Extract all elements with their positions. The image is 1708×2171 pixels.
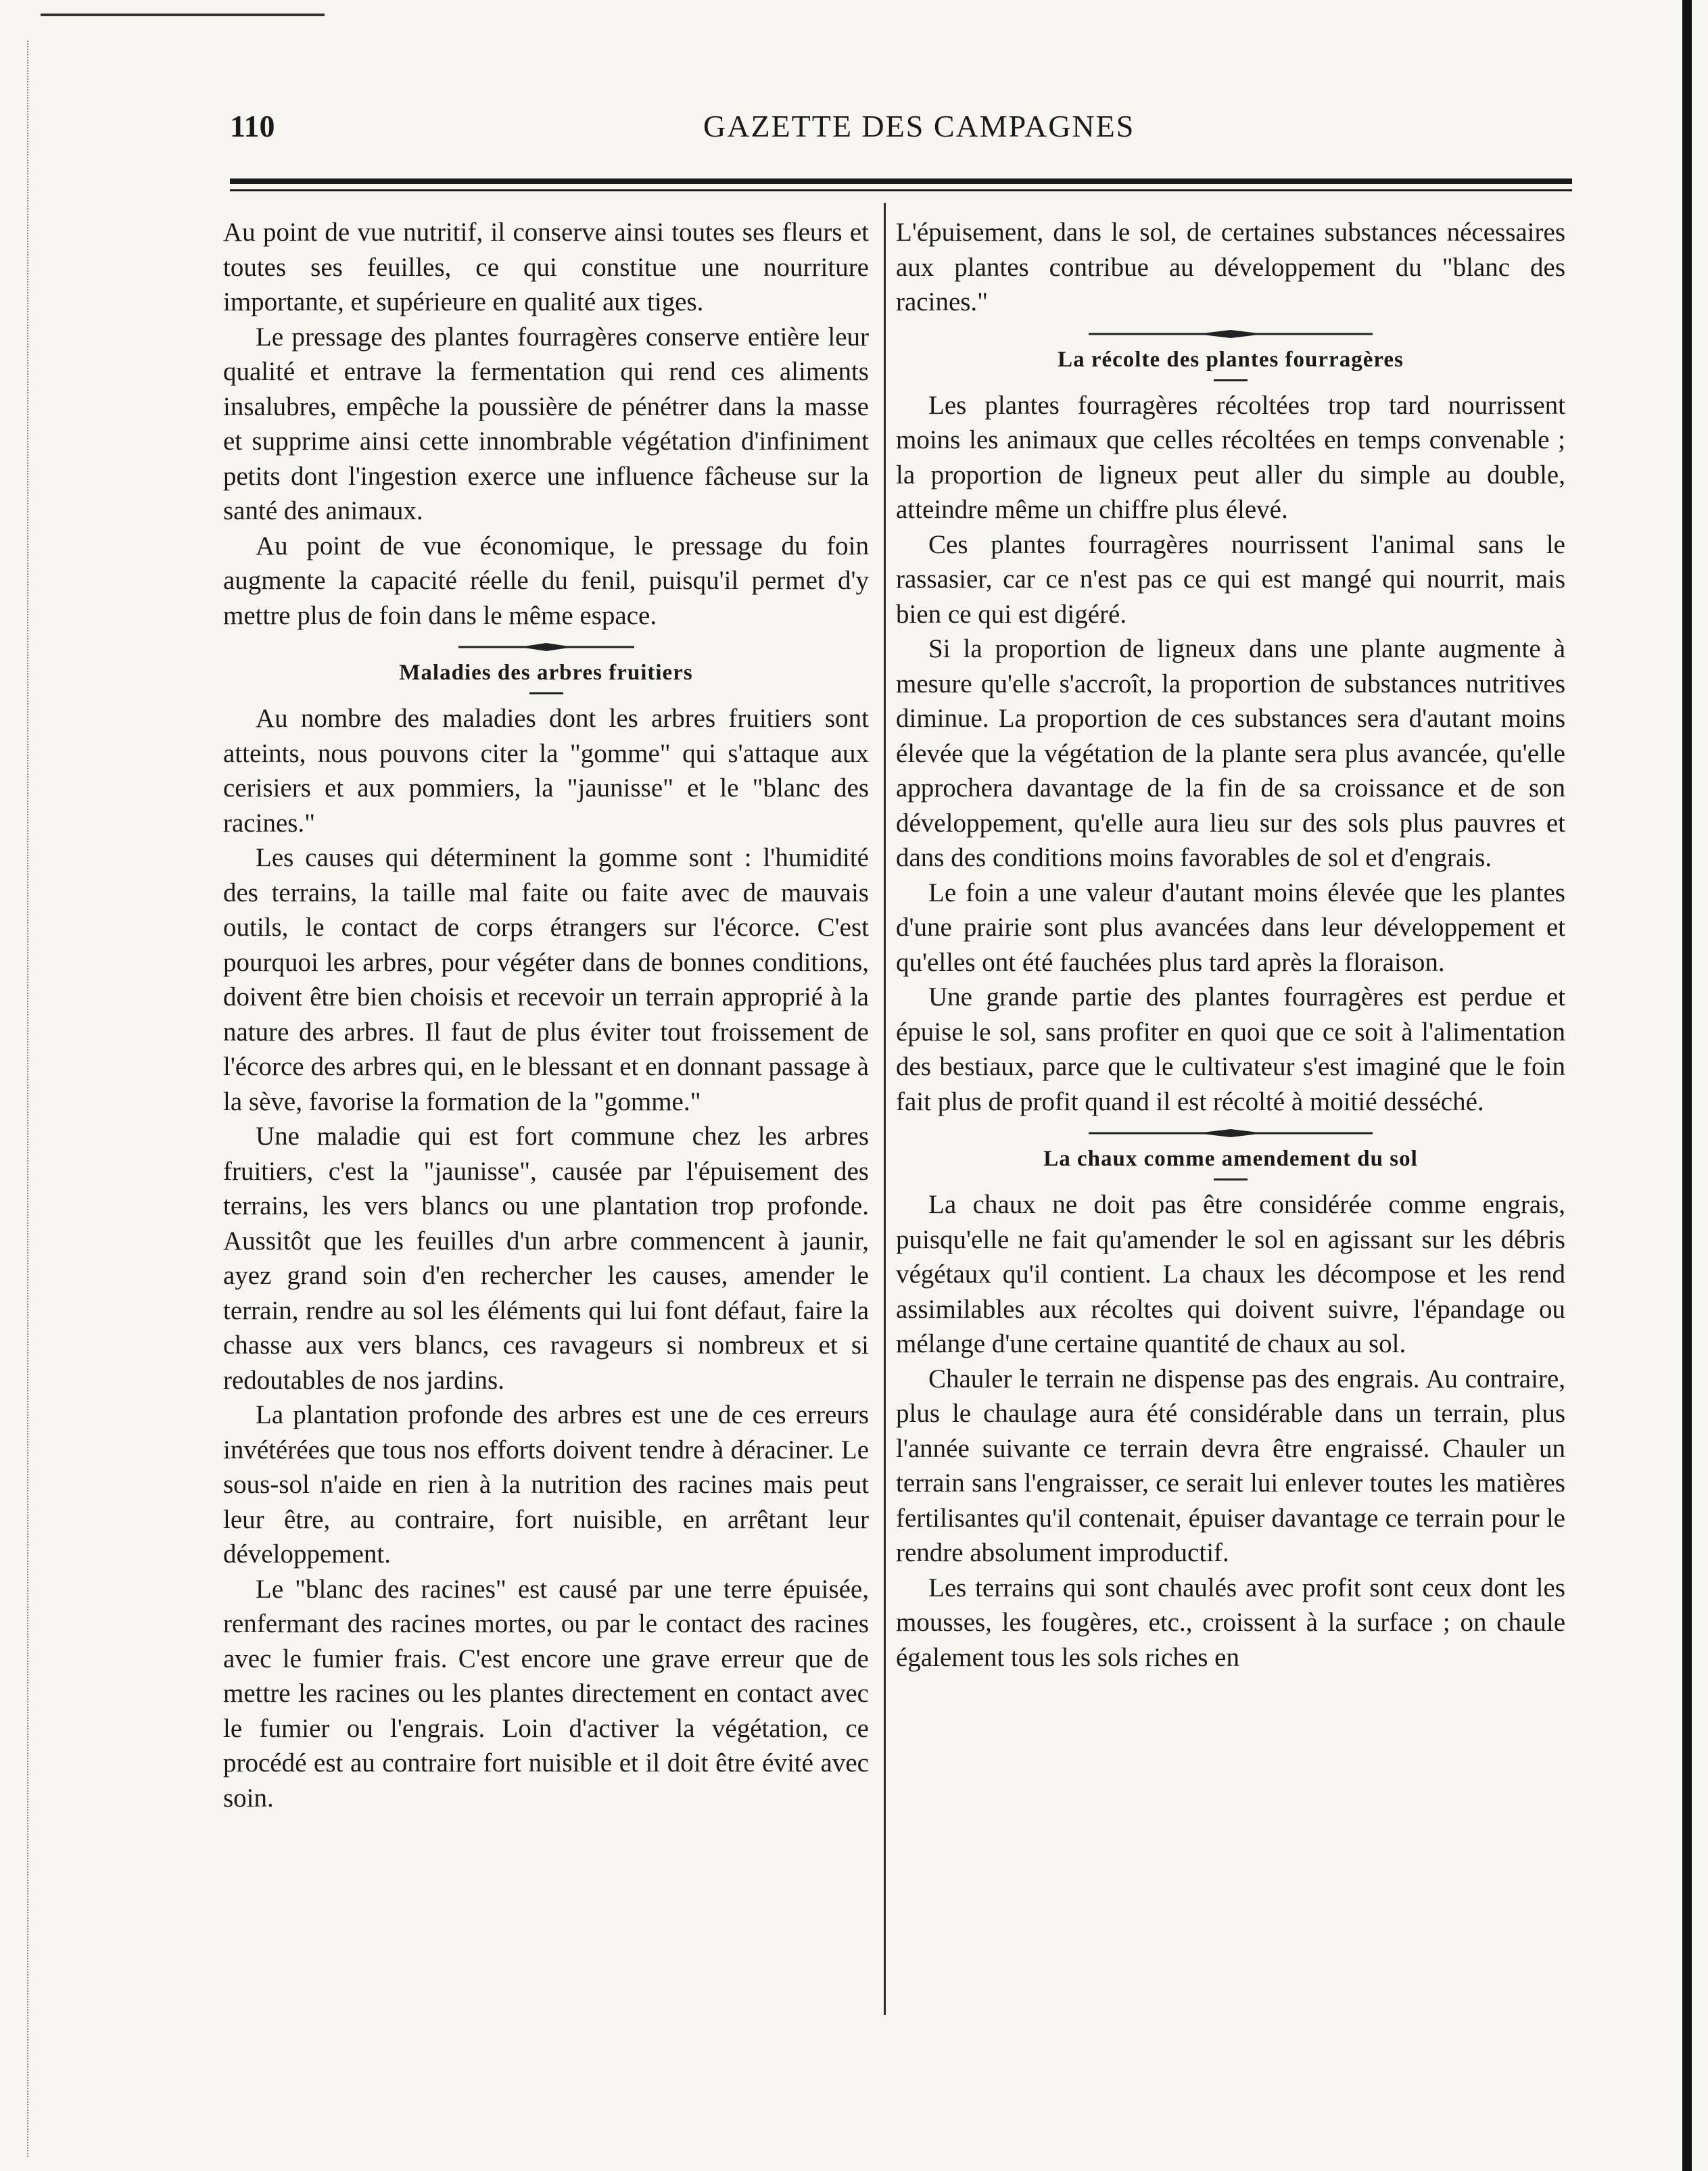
paragraph: La plantation profonde des arbres est une de ces erreurs invétérées que tous nos efforts doivent tendre à déraciner. Le sous-sol n'aide en rien à la nutrition des racines mais peut leur être, au contraire, fort nuisible, en arrêtant leur développement. bbox=[223, 1400, 869, 1569]
header-rule-thick bbox=[230, 178, 1572, 184]
paragraph: Si la proportion de ligneux dans une plante augmente à mesure qu'elle s'accroît, la proportion de substances nutritives diminue. La proportion de ces substances sera d'autant moins élevée que la végétation de la plante sera plus avancée, qu'elle approchera davantage de la fin de sa croissance et de son développement, qu'elle aura lieu sur des sols plus pauvres et dans des conditions moins favorables de sol et d'engrais. bbox=[896, 634, 1565, 872]
page-top-edge bbox=[41, 14, 325, 16]
paragraph: Le "blanc des racines" est causé par une terre épuisée, renfermant des racines mortes, ou par le contact des racines avec le fumier frais. C'est encore une grave erreur que de mettre les racines ou les plantes directement en contact avec le fumier ou l'engrais. Loin d'activer la végétation, ce procédé est au contraire fort nuisible et il doit être évité avec soin. bbox=[223, 1574, 869, 1813]
paragraph: Au nombre des maladies dont les arbres fruitiers sont atteints, nous pouvons citer la "gomme" qui s'attaque aux cerisiers et aux pommiers, la "jaunisse" et le "blanc des racines." bbox=[223, 704, 869, 838]
paragraph: Au point de vue économique, le pressage du foin augmente la capacité réelle du fenil, puisqu'il permet d'y mettre plus de foin dans le même espace. bbox=[223, 531, 869, 630]
right-column bbox=[896, 215, 1565, 1675]
page-right-edge bbox=[1682, 0, 1692, 2171]
title-dash bbox=[1214, 1178, 1248, 1180]
paragraph: Les causes qui déterminent la gomme sont : l'humidité des terrains, la taille mal faite ou faite avec de mauvais outils, le contact de corps étrangers sur l'écorce. C'est pourquoi les arbres, pour végéter dans de bonnes conditions, doivent être bien choisis et recevoir un terrain approprié à la nature des arbres. Il faut de plus éviter tout froissement de l'écorce des arbres qui, en le blessant et en donnant passage à la sève, favorise la formation de la "gomme." bbox=[223, 843, 869, 1116]
section-ornament bbox=[1089, 1128, 1373, 1138]
paragraph: Les plantes fourragères récoltées trop tard nourrissent moins les animaux que celles récoltées en temps convenable ; la proportion de ligneux peut aller du simple au double, atteindre même un chiffre plus élevé. bbox=[896, 390, 1565, 524]
paragraph: Les terrains qui sont chaulés avec profit sont ceux dont les mousses, les fougères, etc., croissent à la surface ; on chaule également tous les sols riches en bbox=[896, 1573, 1565, 1672]
paragraph: Au point de vue nutritif, il conserve ainsi toutes ses fleurs et toutes ses feuilles, ce qui constitue une nourriture importante, et supérieure en qualité aux tiges. bbox=[223, 218, 869, 316]
paragraph: L'épuisement, dans le sol, de certaines substances nécessaires aux plantes contribue au développement du "blanc des racines." bbox=[896, 218, 1565, 316]
section-ornament bbox=[1089, 329, 1373, 339]
title-dash bbox=[529, 692, 563, 694]
section-title: La récolte des plantes fourragères bbox=[1058, 347, 1404, 372]
paragraph: Ces plantes fourragères nourrissent l'animal sans le rassasier, car ce n'est pas ce qui est mangé qui nourrit, mais bien ce qui est digéré. bbox=[896, 529, 1565, 629]
section-ornament bbox=[458, 642, 634, 652]
paragraph: Le foin a une valeur d'autant moins élevée que les plantes d'une prairie sont plus avancées dans leur développement et qu'elles ont été fauchées plus tard après la floraison. bbox=[896, 878, 1565, 977]
running-title: GAZETTE DES CAMPAGNES bbox=[703, 109, 1135, 143]
column-divider bbox=[884, 203, 886, 2015]
header-rule-thin bbox=[230, 189, 1572, 191]
paragraph: Le pressage des plantes fourragères conserve entière leur qualité et entrave la fermentation qui rend ces aliments insalubres, empêche la poussière de pénétrer dans la masse et supprime ainsi cette innombrable végétation d'infiniment petits dont l'ingestion exerce une influence fâcheuse sur la santé des animaux. bbox=[223, 322, 869, 525]
section-title: La chaux comme amendement du sol bbox=[1043, 1147, 1418, 1171]
paragraph: La chaux ne doit pas être considérée comme engrais, puisqu'elle ne fait qu'amender le sol en agissant sur les débris végétaux qu'il contient. La chaux les décompose et les rend assimilables aux récoltes qui doivent suivre, l'épandage ou mélange d'une certaine quantité de chaux au sol. bbox=[896, 1190, 1565, 1358]
page-number: 110 bbox=[230, 109, 275, 143]
page-header bbox=[230, 108, 1575, 162]
page-left-edge bbox=[27, 41, 32, 2157]
section-title: Maladies des arbres fruitiers bbox=[399, 661, 693, 685]
paragraph: Chauler le terrain ne dispense pas des engrais. Au contraire, plus le chaulage aura été considérable dans un terrain, plus l'année suivante ce terrain devra être engraissé. Chauler un terrain sans l'engraisser, ce serait lui enlever toutes les matières fertilisantes qu'il contenait, épuiser davantage ce terrain pour le rendre absolument improductif. bbox=[896, 1364, 1565, 1567]
paragraph: Une grande partie des plantes fourragères est perdue et épuise le sol, sans profiter en quoi que ce soit à l'alimentation des bestiaux, parce que le cultivateur s'est imaginé que le foin fait plus de profit quand il est récolté à moitié desséché. bbox=[896, 982, 1565, 1116]
title-dash bbox=[1214, 379, 1248, 381]
paragraph: Une maladie qui est fort commune chez les arbres fruitiers, c'est la "jaunisse", causée par l'épuisement des terrains, les vers blancs ou une plantation trop profonde. Aussitôt que les feuilles d'un arbre commencent à jaunir, ayez grand soin d'en rechercher les causes, amender le terrain, rendre au sol les éléments qui lui font défaut, faire la chasse aux vers blancs, ces ravageurs si nombreux et si redoutables de nos jardins. bbox=[223, 1122, 869, 1395]
left-column bbox=[223, 215, 869, 1815]
